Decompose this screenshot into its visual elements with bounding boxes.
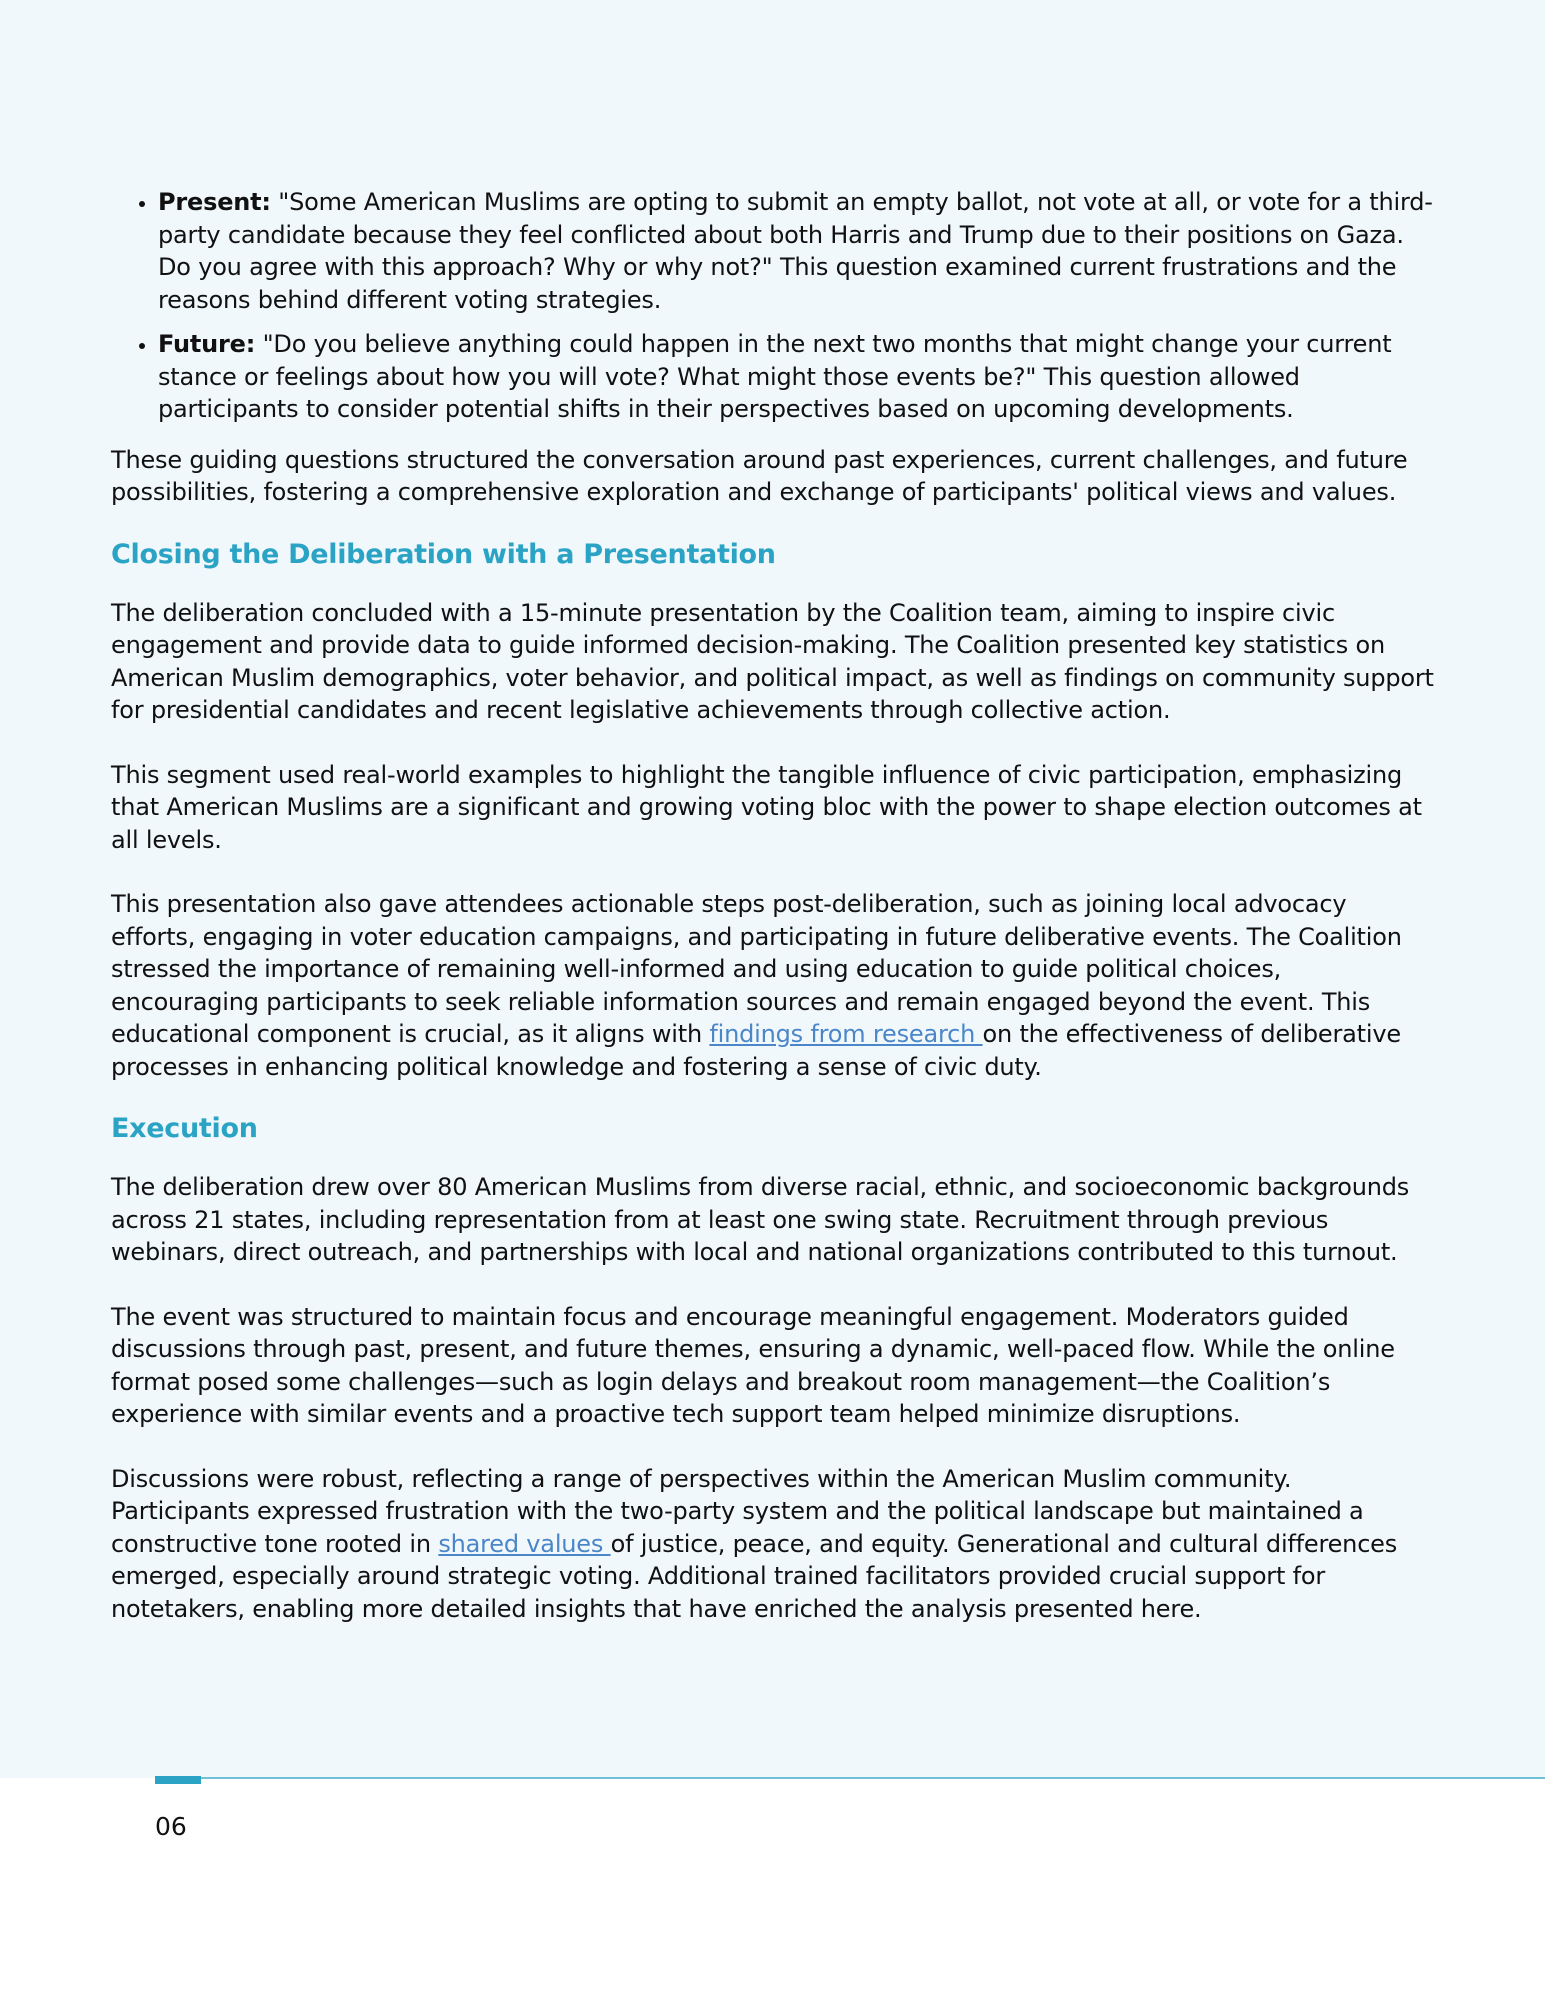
execution-paragraph-3-text: Discussions were robust, reflecting a range of perspectives within the American Muslim community. Participants expressed frustration with the two-party system and the political landscape but maintained a constructive tone rooted in [111, 1464, 1364, 1558]
bullet-label: Future: [158, 330, 256, 358]
footer-accent-bar [155, 1776, 201, 1784]
page-number: 06 [155, 1812, 187, 1841]
execution-paragraph-3 [111, 1463, 1436, 1626]
closing-paragraph-3-text-end: on the effectiveness of deliberative processes in enhancing political knowledge and fostering a sense of civic duty. [111, 1020, 1401, 1081]
closing-paragraph-1: The deliberation concluded with a 15-minute presentation by the Coalition team, aiming to inspire civic engagement and provide data to guide informed decision-making. The Coalition presented key statistics on American Muslim demographics, voter behavior, and political impact, as well as findings on community support for presidential candidates and recent legislative achievements through collective action. [111, 598, 1434, 724]
execution-paragraph-2: The event was structured to maintain focus and encourage meaningful engagement. Moderators guided discussions through past, present, and future themes, ensuring a dynamic, well-paced flow. While the online format posed some challenges—such as login delays and breakout room management—the Coalition’s experience with similar events and a proactive tech support team helped minimize disruptions. [111, 1302, 1395, 1428]
section-heading-execution: Execution [111, 1113, 258, 1144]
intro-paragraph: These guiding questions structured the conversation around past experiences, current challenges, and future possibilities, fostering a comprehensive exploration and exchange of participants' political views and values. [111, 445, 1408, 506]
footer-divider [155, 1777, 1545, 1779]
closing-paragraph-2: This segment used real-world examples to highlight the tangible influence of civic participation, emphasizing that American Muslims are a significant and growing voting bloc with the power to shape election outcomes at all levels. [111, 760, 1422, 854]
execution-paragraph-3-text-end: of justice, peace, and equity. Generational and cultural differences emerged, especially around strategic voting. Additional trained facilitators provided crucial support for notetakers, enabling more detailed insights that have enriched the analysis presented here. [111, 1529, 1398, 1623]
closing-paragraph-3 [111, 888, 1436, 1083]
section-heading-closing: Closing the Deliberation with a Presentation [111, 538, 776, 570]
execution-paragraph-1: The deliberation drew over 80 American Muslims from diverse racial, ethnic, and socioeconomic backgrounds across 21 states, including representation from at least one swing state. Recruitment through previous webinars, direct outreach, and partnerships with local and national organizations contributed to this turnout. [111, 1173, 1410, 1266]
guiding-questions-list [111, 186, 1436, 426]
bullet-label: Present: [158, 188, 271, 216]
closing-paragraph-3-text: This presentation also gave attendees actionable steps post-deliberation, such as joining local advocacy efforts, engaging in voter education campaigns, and participating in future deliberative events. The Coalition stressed the importance of remaining well-informed and using education to guide political choices, encouraging participants to seek reliable information sources and remain engaged beyond the event. This educational component is crucial, as it aligns with [111, 890, 1402, 1048]
findings-from-research-link[interactable]: findings from research [709, 1020, 983, 1048]
list-item [158, 186, 1436, 316]
shared-values-link[interactable]: shared values [438, 1529, 611, 1558]
bullet-text: "Do you believe anything could happen in the next two months that might change your current stance or feelings about how you will vote? What might those events be?" This question allowed participants to consider potential shifts in their perspectives based on upcoming developments. [158, 330, 1392, 423]
list-item [158, 328, 1436, 426]
page-content [111, 186, 1436, 1625]
bullet-text: "Some American Muslims are opting to submit an empty ballot, not vote at all, or vote for a third-party candidate because they feel conflicted about both Harris and Trump due to their positions on Gaza. Do you agree with this approach? Why or why not?" This question examined current frustrations and the reasons behind different voting strategies. [158, 188, 1433, 314]
